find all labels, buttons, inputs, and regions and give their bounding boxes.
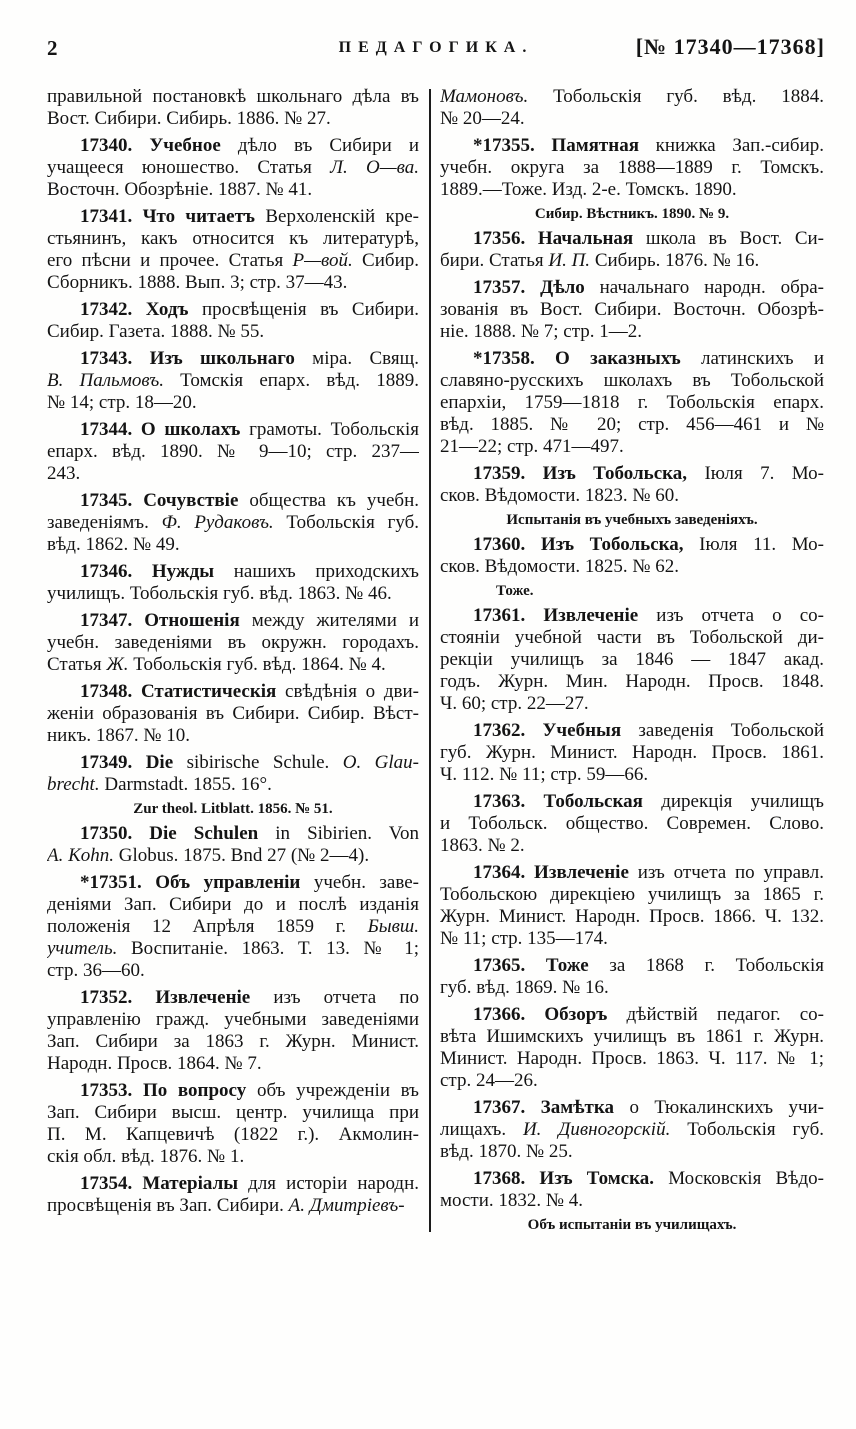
text-segment: нашихъ приходскихъ	[214, 561, 419, 582]
text-line	[440, 884, 824, 906]
text-segment: 17366. Обзоръ	[473, 1004, 608, 1025]
text-segment: бири. Статья	[440, 250, 549, 271]
text-segment: Zur theol. Litblatt. 1856. № 51.	[133, 801, 333, 817]
text-segment: И. Дивногорскій.	[522, 1119, 671, 1140]
text-segment: вѣд. 1870. № 25.	[440, 1141, 573, 1162]
text-line	[47, 725, 419, 747]
text-segment: Тобольскія губ. вѣд. 1864. № 4.	[128, 654, 386, 675]
right-column	[429, 86, 824, 1236]
bib-entry	[440, 86, 824, 130]
text-segment: просвѣщенія въ Зап. Сибири.	[47, 1195, 289, 1216]
text-segment: Восточн. Обозрѣніе. 1887. № 41.	[47, 179, 313, 200]
text-segment: Вост. Сибири. Сибирь. 1886. № 27.	[47, 108, 331, 129]
text-segment: A. Kohn.	[47, 845, 115, 866]
bib-entry	[47, 299, 419, 343]
text-segment: Тобольскія губ.	[670, 1119, 824, 1140]
text-segment: и Тобольск. общество. Современ. Слово.	[440, 813, 824, 834]
text-segment: 17348. Статистическія	[80, 681, 277, 702]
text-line	[47, 1031, 419, 1053]
text-segment: Тобольскія губ.	[273, 512, 419, 533]
text-segment: сков. Вѣдомости. 1825. № 62.	[440, 556, 679, 577]
text-segment: 1889.—Тоже. Изд. 2-е. Томскъ. 1890.	[440, 179, 737, 200]
text-segment: 17361. Извлеченіе	[473, 605, 639, 626]
bib-entry	[47, 752, 419, 796]
text-line	[440, 1097, 824, 1119]
text-segment: книжка Зап.-сибир.	[638, 135, 824, 156]
text-segment: Л. О—ва.	[330, 157, 419, 178]
text-segment: положенія 12 Апрѣля 1859 г.	[47, 916, 368, 937]
text-segment: Р—вой.	[292, 250, 353, 271]
text-line	[47, 845, 419, 867]
text-segment: стр. 36—60.	[47, 960, 145, 981]
text-line	[47, 894, 419, 916]
text-segment: вѣта Ишимскихъ училищъ въ 1861 г. Журн.	[440, 1026, 824, 1047]
text-segment: годъ. Журн. Мин. Народн. Просв. 1848.	[440, 671, 824, 692]
entry-note	[47, 800, 419, 818]
text-line	[440, 649, 824, 671]
text-segment: Воспитаніе. 1863. Т. 13. № 1;	[117, 938, 419, 959]
text-segment: изъ отчета о со-	[638, 605, 824, 626]
text-line	[47, 916, 419, 938]
text-segment: свѣдѣнія о дви-	[276, 681, 419, 702]
bib-entry	[440, 720, 824, 786]
text-line	[47, 135, 419, 157]
text-line	[440, 228, 824, 250]
text-line	[47, 1053, 419, 1075]
text-line	[440, 955, 824, 977]
text-line	[47, 654, 419, 676]
text-segment: Ж.	[106, 654, 129, 675]
page-number: 2	[47, 36, 58, 60]
text-line	[440, 1070, 824, 1092]
text-segment: 17346. Нужды	[80, 561, 215, 582]
text-segment: изъ отчета по	[250, 987, 419, 1008]
text-segment: скія обл. вѣд. 1876. № 1.	[47, 1146, 245, 1167]
text-segment: латинскихъ и	[680, 348, 824, 369]
text-segment: 17340. Учебное	[80, 135, 221, 156]
bib-entry	[47, 681, 419, 747]
text-segment: № 20—24.	[440, 108, 525, 129]
text-segment: между жителями и	[239, 610, 419, 631]
text-segment: Тоже.	[496, 583, 534, 599]
text-segment: Тобольскою дирекціею училищъ за 1865 г.	[440, 884, 824, 905]
text-segment: 17343. Изъ школьнаго	[80, 348, 295, 369]
text-segment: зованія въ Вост. Сибири. Восточн. Обозрѣ-	[440, 299, 824, 320]
text-line	[47, 561, 419, 583]
text-line	[47, 179, 419, 201]
bib-entry	[47, 823, 419, 867]
text-segment: епарх. вѣд. 1890. № 9—10; стр. 237—	[47, 441, 419, 462]
page-title: ПЕДАГОГИКА.	[338, 39, 534, 56]
text-segment: губ. вѣд. 1869. № 16.	[440, 977, 609, 998]
text-segment: учебн. округа за 1888—1889 г. Томскъ.	[440, 157, 824, 178]
text-line	[440, 179, 824, 201]
text-segment: 17349. Die	[80, 752, 174, 773]
text-segment: общества къ учебн.	[238, 490, 419, 511]
text-segment: Томскія епарх. вѣд. 1889.	[163, 370, 419, 391]
bib-entry	[47, 1080, 419, 1168]
text-segment: лищахъ.	[440, 1119, 523, 1140]
text-segment: 17365. Тоже	[473, 955, 589, 976]
text-segment: учебн. заве-	[300, 872, 419, 893]
text-segment: 17345. Сочувствіе	[80, 490, 239, 511]
text-segment: Сибир. Газета. 1888. № 55.	[47, 321, 265, 342]
text-line	[47, 1009, 419, 1031]
text-line	[440, 720, 824, 742]
text-segment: 21—22; стр. 471—497.	[440, 436, 624, 457]
text-line	[47, 938, 419, 960]
text-line	[47, 157, 419, 179]
text-line	[47, 534, 419, 556]
text-line	[440, 370, 824, 392]
text-segment: деніями Зап. Сибири до и послѣ изданія	[47, 894, 419, 915]
text-segment: В. Пальмовъ.	[47, 370, 164, 391]
entry-number-range: [№ 17340—17368]	[635, 34, 825, 59]
text-line	[440, 813, 824, 835]
text-line	[47, 681, 419, 703]
text-segment: Бывш.	[367, 916, 419, 937]
text-segment: вѣд. 1885. № 20; стр. 456—461 и №	[440, 414, 824, 435]
text-segment: 17359. Изъ Тобольска,	[473, 463, 688, 484]
text-segment: дѣйствій педагог. со-	[607, 1004, 824, 1025]
text-segment: 17347. Отношенія	[80, 610, 240, 631]
bib-entry	[47, 419, 419, 485]
bib-entry	[440, 605, 824, 715]
column-divider-rule	[429, 89, 431, 1232]
text-segment: объ учрежденіи въ	[246, 1080, 419, 1101]
text-segment: brecht.	[47, 774, 100, 795]
text-line	[47, 250, 419, 272]
text-line	[440, 348, 824, 370]
text-line	[47, 774, 419, 796]
text-line	[440, 1141, 824, 1163]
text-segment: 17350. Die Schulen	[80, 823, 259, 844]
text-segment: 17342. Ходъ	[80, 299, 189, 320]
text-segment: учащееся юношество. Статья	[47, 157, 331, 178]
text-segment: Ф. Рудаковъ.	[161, 512, 274, 533]
bib-entry	[440, 463, 824, 507]
text-line	[440, 321, 824, 343]
bib-entry	[47, 206, 419, 294]
text-segment: дѣло въ Сибири и	[220, 135, 419, 156]
text-line	[440, 582, 824, 600]
text-segment: 17354. Матеріалы	[80, 1173, 239, 1194]
text-segment: Darmstadt. 1855. 16°.	[99, 774, 272, 795]
running-head	[47, 34, 825, 66]
text-segment: 17352. Извлеченіе	[80, 987, 251, 1008]
text-line	[47, 419, 419, 441]
bib-entry	[440, 1097, 824, 1163]
text-line	[47, 512, 419, 534]
bib-entry	[47, 610, 419, 676]
text-line	[440, 906, 824, 928]
text-line	[440, 86, 824, 108]
text-segment: Сибир.	[352, 250, 419, 271]
text-segment: Іюля 7. Мо-	[687, 463, 824, 484]
bib-entry	[440, 228, 824, 272]
text-line	[440, 1026, 824, 1048]
text-line	[440, 928, 824, 950]
text-segment: № 14; стр. 18—20.	[47, 392, 197, 413]
text-segment: 17364. Извлеченіе	[473, 862, 629, 883]
text-segment: женіи образованія въ Сибири. Сибир. Вѣст-	[47, 703, 419, 724]
text-segment: мости. 1832. № 4.	[440, 1190, 584, 1211]
text-segment: sibirische Schule.	[173, 752, 343, 773]
bib-entry	[47, 1173, 419, 1217]
text-segment: Ч. 60; стр. 22—27.	[440, 693, 589, 714]
text-segment: его пѣсни и прочее. Статья	[47, 250, 293, 271]
text-line	[47, 610, 419, 632]
bib-entry	[47, 987, 419, 1075]
text-line	[47, 823, 419, 845]
text-line	[440, 556, 824, 578]
text-segment: учитель.	[47, 938, 118, 959]
left-column	[47, 86, 429, 1236]
bib-entry	[47, 490, 419, 556]
text-segment: дирекція училищъ	[642, 791, 824, 812]
text-line	[440, 835, 824, 857]
text-line	[440, 414, 824, 436]
text-segment: міра. Свящ.	[294, 348, 419, 369]
entry-note	[440, 582, 824, 600]
text-segment: Зап. Сибири за 1863 г. Журн. Минист.	[47, 1031, 419, 1052]
text-line	[440, 764, 824, 786]
text-line	[47, 703, 419, 725]
text-line	[440, 1168, 824, 1190]
text-line	[440, 1004, 824, 1026]
text-segment: Ч. 112. № 11; стр. 59—66.	[440, 764, 649, 785]
text-segment: рекціи училищъ за 1846 — 1847 акад.	[440, 649, 824, 670]
text-line	[47, 1124, 419, 1146]
text-line	[47, 960, 419, 982]
text-segment: школа въ Вост. Си-	[633, 228, 824, 249]
text-segment: Зап. Сибири высш. центр. училища при	[47, 1102, 419, 1123]
text-segment: *17351. Объ управленіи	[80, 872, 301, 893]
text-segment: Сибирь. 1876. № 16.	[590, 250, 760, 271]
text-line	[47, 1102, 419, 1124]
bib-entry	[47, 86, 419, 130]
text-segment: славяно-русскихъ школахъ въ Тобольской	[440, 370, 824, 391]
text-segment: Испытанія въ учебныхъ заведеніяхъ.	[506, 512, 758, 528]
text-segment: Іюля 11. Мо-	[683, 534, 824, 555]
text-segment: стояніи учебной части въ Тобольской ди-	[440, 627, 824, 648]
text-line	[47, 490, 419, 512]
text-line	[47, 583, 419, 605]
text-segment: стр. 24—26.	[440, 1070, 538, 1091]
text-segment: 17356. Начальная	[473, 228, 634, 249]
text-line	[47, 370, 419, 392]
text-segment: просвѣщенія въ Сибири.	[188, 299, 419, 320]
text-segment: Минист. Народн. Просв. 1863. Ч. 117. № 1;	[440, 1048, 824, 1069]
text-segment: ніе. 1888. № 7; стр. 1—2.	[440, 321, 643, 342]
text-segment: 243.	[47, 463, 81, 484]
text-segment: начальнаго народн. обра-	[584, 277, 824, 298]
text-line	[440, 157, 824, 179]
text-segment: Журн. Минист. Народн. Просв. 1866. Ч. 132.	[440, 906, 824, 927]
text-line	[440, 862, 824, 884]
text-line	[440, 108, 824, 130]
text-line	[47, 1173, 419, 1195]
bib-entry	[47, 561, 419, 605]
text-segment: А. Дмитріевъ-	[288, 1195, 405, 1216]
bib-entry	[47, 135, 419, 201]
text-segment: 17362. Учебныя	[473, 720, 622, 741]
entry-note	[440, 205, 824, 223]
text-line	[47, 299, 419, 321]
text-segment: in Sibirien. Von	[258, 823, 419, 844]
text-segment: стьянинъ, какъ относится къ литературѣ,	[47, 228, 419, 249]
text-line	[47, 228, 419, 250]
bib-entry	[440, 862, 824, 950]
text-line	[47, 463, 419, 485]
text-line	[47, 752, 419, 774]
text-line	[440, 627, 824, 649]
text-line	[47, 348, 419, 370]
text-segment: 17341. Что читаетъ	[80, 206, 256, 227]
text-line	[440, 135, 824, 157]
text-line	[47, 392, 419, 414]
bib-entry	[47, 348, 419, 414]
text-line	[440, 205, 824, 223]
text-line	[440, 791, 824, 813]
text-line	[47, 1080, 419, 1102]
bib-entry	[440, 1004, 824, 1092]
text-line	[47, 1146, 419, 1168]
text-line	[440, 1216, 824, 1234]
text-segment: 1863. № 2.	[440, 835, 525, 856]
text-line	[440, 1048, 824, 1070]
bib-entry	[440, 277, 824, 343]
text-segment: 17363. Тобольская	[473, 791, 643, 812]
text-line	[47, 632, 419, 654]
text-line	[47, 108, 419, 130]
text-segment: грамоты. Тобольскія	[240, 419, 419, 440]
text-segment: Объ испытаніи въ училищахъ.	[527, 1217, 737, 1233]
text-segment: Статья	[47, 654, 107, 675]
text-line	[440, 534, 824, 556]
text-segment: П. М. Капцевичѣ (1822 г.). Акмолин-	[47, 1124, 419, 1145]
text-line	[47, 872, 419, 894]
text-line	[440, 977, 824, 999]
text-line	[440, 693, 824, 715]
text-segment: о Тюкалинскихъ учи-	[614, 1097, 824, 1118]
text-line	[47, 1195, 419, 1217]
text-line	[47, 987, 419, 1009]
text-segment: № 11; стр. 135—174.	[440, 928, 608, 949]
text-segment: за 1868 г. Тобольскія	[588, 955, 824, 976]
text-line	[440, 605, 824, 627]
text-block	[47, 86, 825, 1236]
bib-entry	[440, 135, 824, 201]
text-segment: Народн. Просв. 1864. № 7.	[47, 1053, 262, 1074]
text-segment: Globus. 1875. Bnd 27 (№ 2—4).	[114, 845, 370, 866]
text-line	[440, 511, 824, 529]
text-segment: Сибир. Вѣстникъ. 1890. № 9.	[534, 206, 730, 222]
text-line	[440, 485, 824, 507]
text-segment: 17368. Изъ Томска.	[473, 1168, 655, 1189]
text-segment: сков. Вѣдомости. 1823. № 60.	[440, 485, 679, 506]
text-line	[440, 277, 824, 299]
text-segment: *17358. О заказныхъ	[473, 348, 681, 369]
text-segment: 17353. По вопросу	[80, 1080, 247, 1101]
text-segment: Московскія Вѣдо-	[654, 1168, 824, 1189]
text-segment: епархіи, 1759—1818 г. Тобольскія епарх.	[440, 392, 824, 413]
text-segment: правильной постановкѣ школьнаго дѣла въ	[47, 86, 419, 107]
text-segment: 17357. Дѣло	[473, 277, 585, 298]
text-line	[440, 392, 824, 414]
text-line	[47, 441, 419, 463]
text-line	[47, 321, 419, 343]
entry-note	[440, 511, 824, 529]
text-segment: училищъ. Тобольскія губ. вѣд. 1863. № 46.	[47, 583, 392, 604]
text-segment: O. Glau-	[342, 752, 419, 773]
text-line	[440, 463, 824, 485]
text-segment: Сборникъ. 1888. Вып. 3; стр. 37—43.	[47, 272, 348, 293]
text-line	[440, 250, 824, 272]
text-segment: для исторіи народн.	[238, 1173, 419, 1194]
text-segment: 17367. Замѣтка	[473, 1097, 615, 1118]
text-line	[440, 742, 824, 764]
bib-entry	[440, 955, 824, 999]
text-segment: 17360. Изъ Тобольска,	[473, 534, 684, 555]
bib-entry	[440, 791, 824, 857]
text-segment: 17344. О школахъ	[80, 419, 241, 440]
text-line	[47, 272, 419, 294]
text-line	[47, 206, 419, 228]
text-line	[440, 1190, 824, 1212]
text-segment: учебн. заведеніями въ окружн. городахъ.	[47, 632, 419, 653]
text-line	[440, 671, 824, 693]
text-line	[47, 86, 419, 108]
bib-entry	[440, 534, 824, 578]
bib-entry	[440, 348, 824, 458]
text-line	[47, 800, 419, 818]
bib-entry	[440, 1168, 824, 1212]
text-segment: Мамоновъ.	[440, 86, 529, 107]
text-segment: губ. Журн. Минист. Народн. Просв. 1861.	[440, 742, 824, 763]
text-segment: заведенія Тобольской	[621, 720, 824, 741]
text-segment: Верхоленскій кре-	[255, 206, 419, 227]
text-line	[440, 1119, 824, 1141]
text-segment: никъ. 1867. № 10.	[47, 725, 191, 746]
text-segment: *17355. Памятная	[473, 135, 639, 156]
text-segment: управленію гражд. учебными заведеніями	[47, 1009, 419, 1030]
text-segment: заведеніямъ.	[47, 512, 162, 533]
text-line	[440, 299, 824, 321]
text-line	[440, 436, 824, 458]
text-segment: И. П.	[548, 250, 591, 271]
bib-entry	[47, 872, 419, 982]
entry-note	[440, 1216, 824, 1234]
text-segment: вѣд. 1862. № 49.	[47, 534, 180, 555]
text-segment: Тобольскія губ. вѣд. 1884.	[528, 86, 824, 107]
text-segment: изъ отчета по управл.	[628, 862, 824, 883]
